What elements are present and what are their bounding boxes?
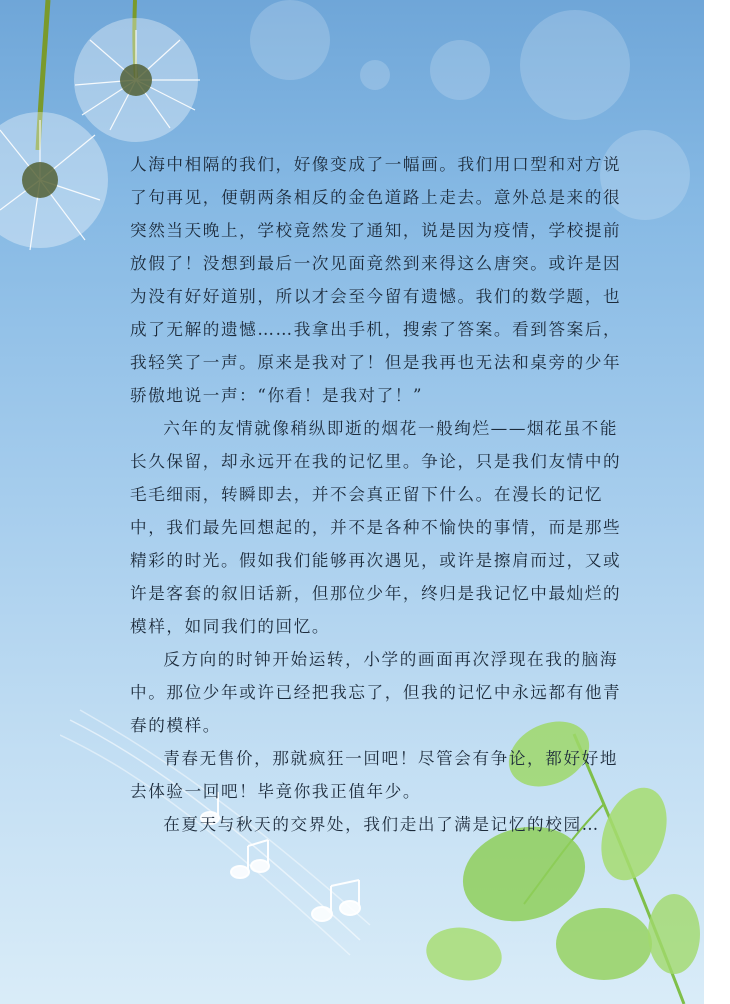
paragraph: 人海中相隔的我们，好像变成了一幅画。我们用口型和对方说了句再见，便朝两条相反的金色道路上走去。意外总是来的很突然当天晚上，学校竟然发了通知，说是因为疫情，学校提前放假了！没想到最后一次见面竟然到来得这么唐突。或许是因为没有好好道别，所以才会至今留有遗憾。我们的数学题，也成了无解的遗憾……我拿出手机，搜索了答案。看到答案后，我轻笑了一声。原来是我对了！但是我再也无法和桌旁的少年骄傲地说一声：“你看！是我对了！” (130, 155, 622, 405)
paragraph: 六年的友情就像稍纵即逝的烟花一般绚烂——烟花虽不能长久保留，却永远开在我的记忆里。争论，只是我们友情中的毛毛细雨，转瞬即去，并不会真正留下什么。在漫长的记忆中，我们最先回想起的，并不是各种不愉快的事情，而是那些精彩的时光。假如我们能够再次遇见，或许是擦肩而过，又或许是客套的叙旧话新，但那位少年，终归是我记忆中最灿烂的模样，如同我们的回忆。 (130, 419, 622, 636)
bokeh-circle (250, 0, 330, 80)
article-body (130, 148, 630, 841)
page-margin (704, 0, 730, 1004)
bokeh-circle (360, 60, 390, 90)
bokeh-circle (430, 40, 490, 100)
paragraph: 青春无售价，那就疯狂一回吧！尽管会有争论，都好好地去体验一回吧！毕竟你我正值年少。 (130, 749, 619, 801)
paragraph: 反方向的时钟开始运转，小学的画面再次浮现在我的脑海中。那位少年或许已经把我忘了，但我的记忆中永远都有他青春的模样。 (130, 650, 622, 735)
paragraph: 在夏天与秋天的交界处，我们走出了满是记忆的校园… (163, 815, 600, 834)
bokeh-circle (520, 10, 630, 120)
